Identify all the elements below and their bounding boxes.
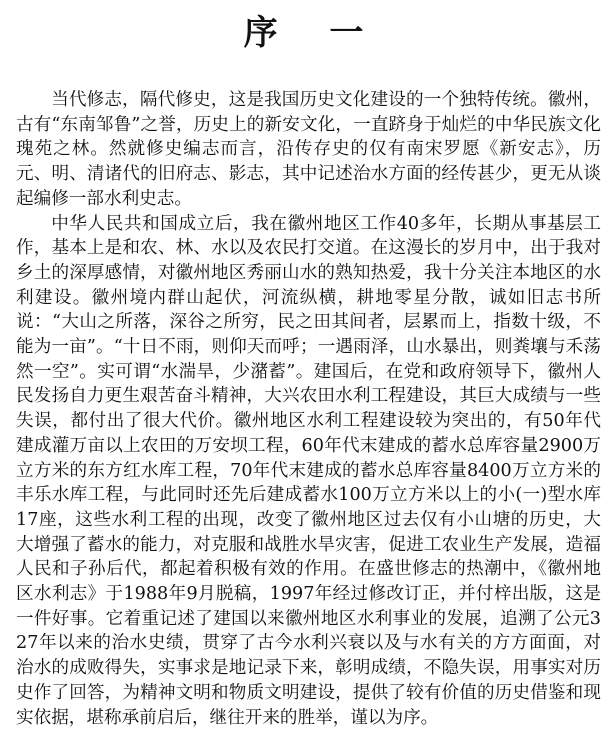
paragraph-2: 中华人民共和国成立后，我在徽州地区工作40多年，长期从事基层工作，基本上是和农、林、水以及农民打交道。在这漫长的岁月中，出于我对乡土的深厚感情，对徽州地区秀丽山水的熟知热爱，我十分关注本地区的水利建设。徽州境内群山起伏，河流纵横，耕地零星分散，诚如旧志书所说：“大山之所落，深谷之所穷，民之田其间者，层累而上，指数十级，不能为一亩”。“十日不雨，则仰天而呼；一遇雨泽，山水暴出，则粪壤与禾荡然一空”。实可谓“水湍旱，少潴蓄”。建国后，在党和政府领导下，徽州人民发扬自力更生艰苦奋斗精神，大兴农田水利工程建设，其巨大成绩与一些失误，都付出了很大代价。徽州地区水利工程建设较为突出的，有50年代建成灌万亩以上农田的万安坝工程，60年代末建成的蓄水总库容量2900万立方米的东方红水库工程，70年代末建成的蓄水总库容量8400万立方米的丰乐水库工程，与此同时还先后建成蓄水100万立方米以上的小(一)型水库17座，这些水利工程的出现，改变了徽州地区过去仅有小山塘的历史，大大增强了蓄水的能力，对克服和战胜水旱灾害，促进工农业生产发展，造福人民和子孙后代，都起着积极有效的作用。在盛世修志的热潮中，《徽州地区水利志》于1988年9月脱稿，1997年经过修改订正，并付梓出版，这是一件好事。它着重记述了建国以来徽州地区水利事业的发展，追溯了公元327年以来的治水史绩，贯穿了古今水利兴衰以及与水有关的方方面面，对治水的成败得失，实事求是地记录下来，彰明成绩，不隐失误，用事实对历史作了回答，为精神文明和物质文明建设，提供了较有价值的历史借鉴和现实依据，堪称承前启后，继往开来的胜举，谨以为序。	[16, 213, 601, 728]
paragraph-1: 当代修志，隔代修史，这是我国历史文化建设的一个独特传统。徽州，古有“东南邹鲁”之誉，历史上的新安文化，一直跻身于灿烂的中华民族文化瑰苑之林。然就修史编志而言，沿传存史的仅有南宋罗愿《新安志》，历元、明、清诸代的旧府志、影志，其中记述治水方面的经传甚少，更无从谈起编修一部水利史志。	[16, 90, 601, 209]
document-title: 序 一	[243, 13, 384, 53]
